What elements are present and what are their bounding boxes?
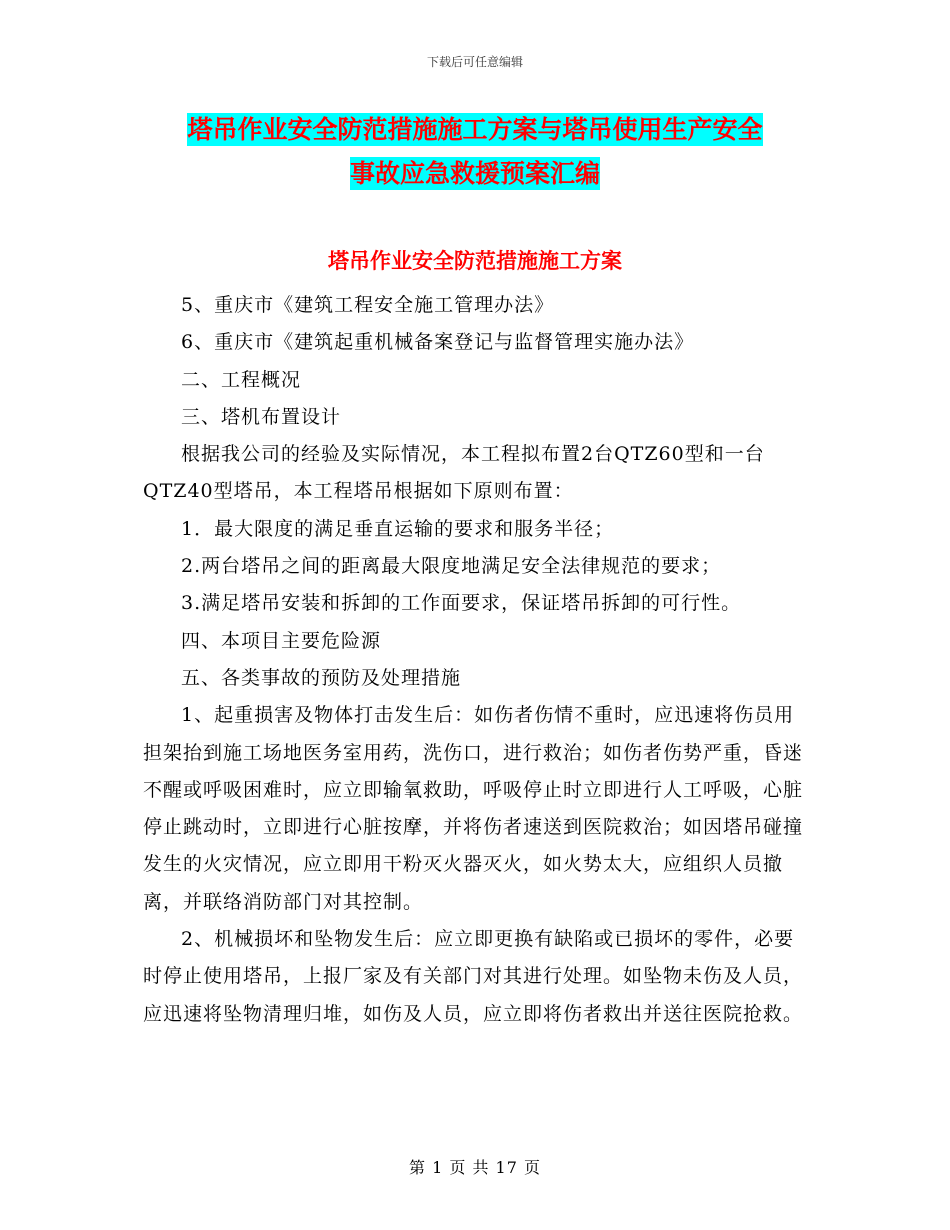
title-line-2-text: 事故应急救援预案汇编	[349, 159, 600, 188]
section-title: 塔吊作业安全防范措施施工方案	[328, 249, 622, 273]
paragraph-reference-5: 5、重庆市《建筑工程安全施工管理办法》	[181, 294, 555, 316]
paragraph-principle-1: 1．最大限度的满足垂直运输的要求和服务半径；	[181, 517, 615, 540]
heading-hazard-sources: 四、本项目主要危险源	[181, 629, 382, 652]
document-body	[143, 287, 805, 1033]
heading-project-overview: 二、工程概况	[181, 368, 302, 391]
header-note: 下载后可任意编辑	[426, 55, 523, 69]
paragraph-lifting-injury: 1、起重损害及物体打击发生后：如伤者伤情不重时，应迅速将伤员用担架抬到施工场地医务室用药，洗伤口，进行救治；如伤者伤势严重，昏迷不醒或呼吸困难时，应立即输氧救助，呼吸停止时立即进行人工呼吸，心脏停止跳动时，立即进行心脏按摩，并将伤者速送到医院救治；如因塔吊碰撞发生的火灾情况，应立即用干粉灭火器灭火，如火势太大，应组织人员撤离，并联络消防部门对其控制。	[143, 704, 804, 913]
paragraph-principle-3: 3.满足塔吊安装和拆卸的工作面要求，保证塔吊拆卸的可行性。	[181, 592, 742, 615]
paragraph-principle-2: 2.两台塔吊之间的距离最大限度地满足安全法律规范的要求；	[181, 555, 722, 578]
paragraph-reference-6: 6、重庆市《建筑起重机械备案登记与监督管理实施办法》	[181, 331, 695, 354]
heading-crane-layout: 三、塔机布置设计	[181, 405, 342, 428]
paragraph-layout-intro: 根据我公司的经验及实际情况，本工程拟布置2台QTZ60型和一台QTZ40型塔吊，本工程塔吊根据如下原则布置：	[143, 443, 765, 503]
title-line-1-text: 塔吊作业安全防范措施施工方案与塔吊使用生产安全	[187, 115, 763, 144]
paragraph-mechanical-damage: 2、机械损坏和坠物发生后：应立即更换有缺陷或已损坏的零件，必要时停止使用塔吊，上报厂家及有关部门对其进行处理。如坠物未伤及人员，应迅速将坠物清理归堆，如伤及人员，应立即将伤者救出并送往医院抢救。	[143, 928, 804, 1025]
document-title-line-2	[145, 148, 805, 200]
heading-accident-measures: 五、各类事故的预防及处理措施	[181, 666, 462, 689]
page-number-footer: 第 1 页 共 17 页	[409, 1158, 541, 1177]
